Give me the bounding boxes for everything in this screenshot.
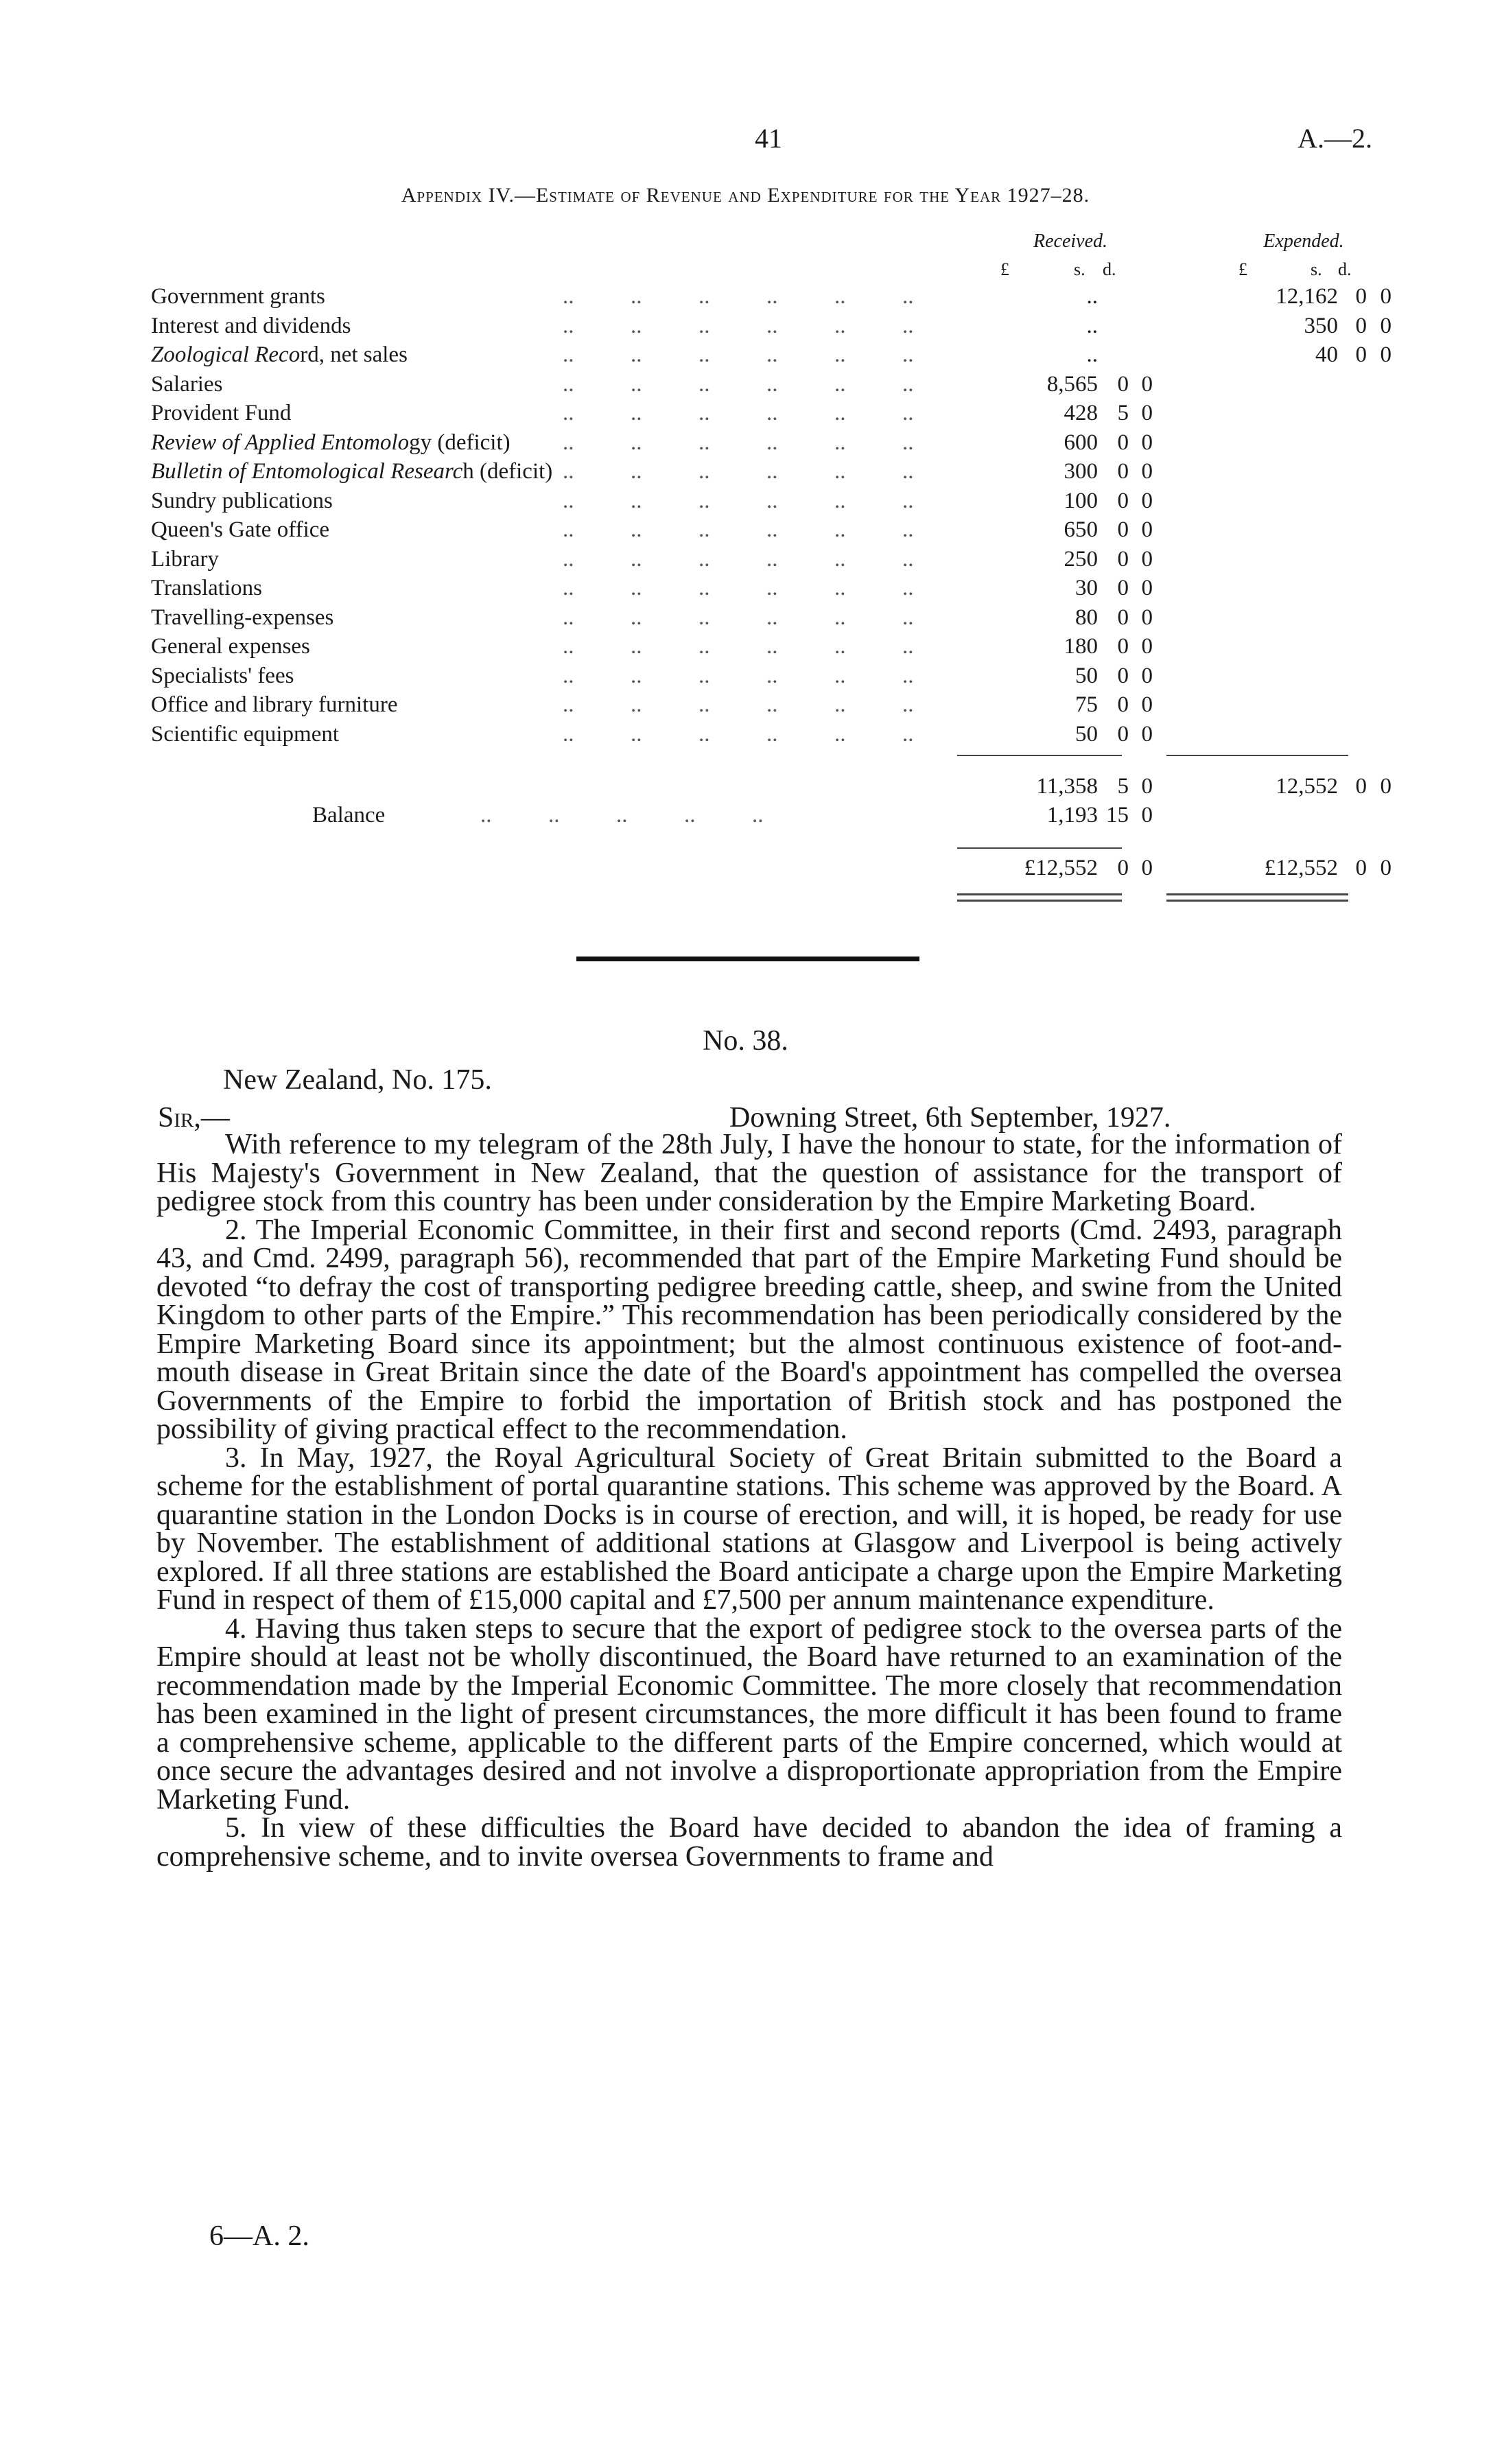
received-double-rule-top — [957, 893, 1122, 895]
row-item-label: Salaries — [151, 372, 223, 397]
leader-dots: .. .. .. .. .. .. — [563, 547, 914, 572]
received-shilling-unit: s. — [1074, 259, 1085, 279]
row-item-label: Zoological Record, net sales — [151, 342, 408, 367]
received-pence: 0 — [1141, 401, 1153, 425]
received-shillings: 0 — [1117, 489, 1129, 513]
received-pence: 0 — [1141, 664, 1153, 688]
paragraph-1: With reference to my telegram of the 28th July, I have the honour to state, for the information of His Majesty's Government in New Zealand, that the question of assistance for the transport of pedigree stock from this country has been under consideration by the Empire Marketing Board. — [156, 1129, 1342, 1217]
paragraph-5: 5. In view of these difficulties the Board have decided to abandon the idea of framing a comprehensive scheme, and to invite oversea Governments to frame and — [156, 1812, 1342, 1873]
row-item-label: Specialists' fees — [151, 664, 294, 688]
row-item-label: Government grants — [151, 284, 325, 309]
received-double-rule-bottom — [957, 900, 1122, 902]
received-shillings: 0 — [1117, 634, 1129, 659]
expended-pence: 0 — [1380, 856, 1392, 880]
table-row — [151, 342, 1392, 371]
leader-dots: .. .. .. .. .. .. — [563, 517, 914, 542]
table-row — [151, 284, 1392, 313]
leader-dots: .. .. .. .. .. .. — [563, 459, 914, 484]
expended-pound-unit: £ — [1238, 259, 1247, 279]
table-row — [151, 605, 1359, 634]
row-item-label: Bulletin of Entomological Research (deficit) — [151, 459, 553, 484]
row-item-label: Review of Applied Entomology (deficit) — [151, 430, 510, 455]
received-pounds: 1,193 — [1046, 803, 1098, 828]
received-pence: 0 — [1141, 430, 1153, 455]
received-pounds: 50 — [1075, 664, 1098, 688]
received-pounds: 8,565 — [1046, 372, 1098, 397]
leader-dots: .. .. .. .. .. .. — [563, 314, 914, 338]
salutation: Sir,— — [158, 1102, 230, 1134]
received-pence: 0 — [1141, 372, 1153, 397]
table-row — [151, 517, 1359, 546]
received-pounds: 75 — [1075, 692, 1098, 717]
expended-pounds: 350 — [1304, 314, 1338, 338]
table-row — [151, 372, 1359, 401]
dateline: Downing Street, 6th September, 1927. — [729, 1102, 1171, 1134]
row-item-label: Sundry publications — [151, 489, 333, 513]
received-total-rule — [957, 847, 1122, 849]
received-empty-dots: .. — [1086, 284, 1098, 309]
table-row — [151, 489, 1359, 517]
received-pence: 0 — [1141, 634, 1153, 659]
leader-dots: .. .. .. .. .. .. — [563, 722, 914, 747]
balance-row — [151, 803, 1359, 832]
received-pence: 0 — [1141, 774, 1153, 799]
leader-dots: .. .. .. .. .. .. — [563, 664, 914, 688]
expended-shillings: 0 — [1355, 774, 1367, 799]
received-pence: 0 — [1141, 547, 1153, 572]
expended-double-rule-bottom — [1166, 900, 1348, 902]
received-pence-unit: d. — [1103, 259, 1116, 279]
expended-pounds: 12,552 — [1276, 774, 1338, 799]
received-shillings: 5 — [1117, 401, 1129, 425]
leader-dots: .. .. .. .. .. .. — [563, 401, 914, 425]
received-shillings: 0 — [1117, 664, 1129, 688]
balance-label: Balance — [312, 803, 386, 828]
received-pence: 0 — [1141, 692, 1153, 717]
received-pence: 0 — [1141, 803, 1153, 828]
expended-column-header: Expended. — [1263, 231, 1344, 252]
received-shillings: 5 — [1117, 774, 1129, 799]
received-pounds: £12,552 — [1024, 856, 1098, 880]
expended-pounds: 12,162 — [1276, 284, 1338, 309]
expended-shillings: 0 — [1355, 284, 1367, 309]
received-shillings: 0 — [1117, 517, 1129, 542]
expended-pounds: £12,552 — [1264, 856, 1338, 880]
received-pounds: 100 — [1064, 489, 1098, 513]
received-pence: 0 — [1141, 605, 1153, 630]
received-shillings: 0 — [1117, 547, 1129, 572]
leader-dots: .. .. .. .. .. .. — [563, 692, 914, 717]
row-item-label: Queen's Gate office — [151, 517, 330, 542]
received-pounds: 428 — [1064, 401, 1098, 425]
paragraph-3: 3. In May, 1927, the Royal Agricultural Society of Great Britain submitted to the Board a scheme for the establishment of portal quarantine stations. This scheme was approved by the Board. A quarantine station in the London Docks is in course of erection, and will, it is hoped, be ready for use by November. The establishment of additional stations at Glasgow and Liverpool is being actively explored. If all three stations are established the Board anticipate a charge upon the Empire Marketing Fund in respect of them of £15,000 capital and £7,500 per annum maintenance expenditure. — [156, 1442, 1342, 1616]
expended-pounds: 40 — [1315, 342, 1338, 367]
table-row — [151, 692, 1359, 721]
expended-pence: 0 — [1380, 284, 1392, 309]
expended-double-rule-top — [1166, 893, 1348, 895]
row-item-label: Provident Fund — [151, 401, 292, 425]
received-shillings: 0 — [1117, 692, 1129, 717]
received-shillings: 0 — [1117, 605, 1129, 630]
expended-pence: 0 — [1380, 342, 1392, 367]
row-item-label: Interest and dividends — [151, 314, 351, 338]
received-pence: 0 — [1141, 517, 1153, 542]
received-pence: 0 — [1141, 856, 1153, 880]
received-pounds: 650 — [1064, 517, 1098, 542]
table-row — [151, 547, 1359, 576]
received-pounds: 80 — [1075, 605, 1098, 630]
expended-pence: 0 — [1380, 774, 1392, 799]
received-shillings: 0 — [1117, 430, 1129, 455]
received-pence: 0 — [1141, 459, 1153, 484]
received-column-header: Received. — [1033, 231, 1108, 252]
table-row — [151, 430, 1359, 459]
document-reference: A.—2. — [1298, 123, 1372, 154]
footer-signature: 6—A. 2. — [209, 2220, 309, 2252]
received-shillings: 0 — [1117, 576, 1129, 600]
new-zealand-number: New Zealand, No. 175. — [223, 1064, 492, 1096]
leader-dots: .. .. .. .. .. .. — [563, 430, 914, 455]
received-pounds: 30 — [1075, 576, 1098, 600]
appendix-title: Appendix IV.—Estimate of Revenue and Expenditure for the Year 1927–28. — [401, 184, 1090, 207]
received-subtotal-rule — [957, 755, 1122, 756]
row-item-label: General expenses — [151, 634, 310, 659]
row-item-label: Travelling-expenses — [151, 605, 334, 630]
table-row — [151, 722, 1359, 751]
received-pounds: 180 — [1064, 634, 1098, 659]
received-pence: 0 — [1141, 576, 1153, 600]
expended-shillings: 0 — [1355, 314, 1367, 338]
table-row — [151, 401, 1359, 430]
received-pounds: 50 — [1075, 722, 1098, 747]
received-pounds: 300 — [1064, 459, 1098, 484]
subtotal-row — [151, 774, 1392, 803]
leader-dots: .. .. .. .. .. .. — [563, 634, 914, 659]
expended-shilling-unit: s. — [1311, 259, 1322, 279]
leader-dots: .. .. .. .. .. .. — [563, 605, 914, 630]
letter-number: No. 38. — [703, 1025, 788, 1057]
received-pence: 0 — [1141, 722, 1153, 747]
received-pounds: 600 — [1064, 430, 1098, 455]
row-item-label: Office and library furniture — [151, 692, 398, 717]
received-pound-unit: £ — [1000, 259, 1009, 279]
leader-dots: .. .. .. .. .. — [480, 803, 764, 828]
expended-pence-unit: d. — [1338, 259, 1352, 279]
row-item-label: Scientific equipment — [151, 722, 340, 747]
leader-dots: .. .. .. .. .. .. — [563, 284, 914, 309]
leader-dots: .. .. .. .. .. .. — [563, 342, 914, 367]
table-row — [151, 664, 1359, 692]
row-item-label: Library — [151, 547, 219, 572]
expended-subtotal-rule — [1166, 755, 1348, 756]
section-separator — [576, 957, 919, 961]
table-row — [151, 459, 1359, 488]
expended-shillings: 0 — [1355, 856, 1367, 880]
row-item-label: Translations — [151, 576, 262, 600]
letter-body — [156, 1131, 1342, 1871]
received-pence: 0 — [1141, 489, 1153, 513]
received-empty-dots: .. — [1086, 342, 1098, 367]
expended-shillings: 0 — [1355, 342, 1367, 367]
received-shillings: 0 — [1117, 856, 1129, 880]
page-number: 41 — [755, 123, 782, 154]
table-row — [151, 314, 1392, 342]
received-shillings: 0 — [1117, 459, 1129, 484]
received-shillings: 15 — [1106, 803, 1129, 828]
table-row — [151, 634, 1359, 663]
leader-dots: .. .. .. .. .. .. — [563, 489, 914, 513]
table-row — [151, 576, 1359, 605]
leader-dots: .. .. .. .. .. .. — [563, 576, 914, 600]
received-pounds: 250 — [1064, 547, 1098, 572]
paragraph-4: 4. Having thus taken steps to secure that the export of pedigree stock to the oversea parts of the Empire should at least not be wholly discontinued, the Board have returned to an examination of the recommendation made by the Imperial Economic Committee. The more closely that recommendation has been examined in the light of present circumstances, the more difficult it has been found to frame a comprehensive scheme, applicable to the different parts of the Empire concerned, which would at once secure the advantages desired and not involve a disproportionate appropriation from the Empire Marketing Fund. — [156, 1612, 1342, 1816]
expended-pence: 0 — [1380, 314, 1392, 338]
received-pounds: 11,358 — [1036, 774, 1098, 799]
total-row — [151, 856, 1392, 884]
leader-dots: .. .. .. .. .. .. — [563, 372, 914, 397]
received-empty-dots: .. — [1086, 314, 1098, 338]
received-shillings: 0 — [1117, 722, 1129, 747]
received-shillings: 0 — [1117, 372, 1129, 397]
paragraph-2: 2. The Imperial Economic Committee, in their first and second reports (Cmd. 2493, paragraph 43, and Cmd. 2499, paragraph 56), recommended that part of the Empire Marketing Fund should be devoted “to defray the cost of transporting pedigree breeding cattle, sheep, and swine from the United Kingdom to other parts of the Empire.” This recommendation has been periodically considered by the Empire Marketing Board since its appointment; but the almost continuous existence of foot-and-mouth disease in Great Britain since the date of the Board's appointment has compelled the oversea Governments of the Empire to forbid the importation of British stock and has postponed the possibility of giving practical effect to the recommendation. — [156, 1214, 1342, 1445]
